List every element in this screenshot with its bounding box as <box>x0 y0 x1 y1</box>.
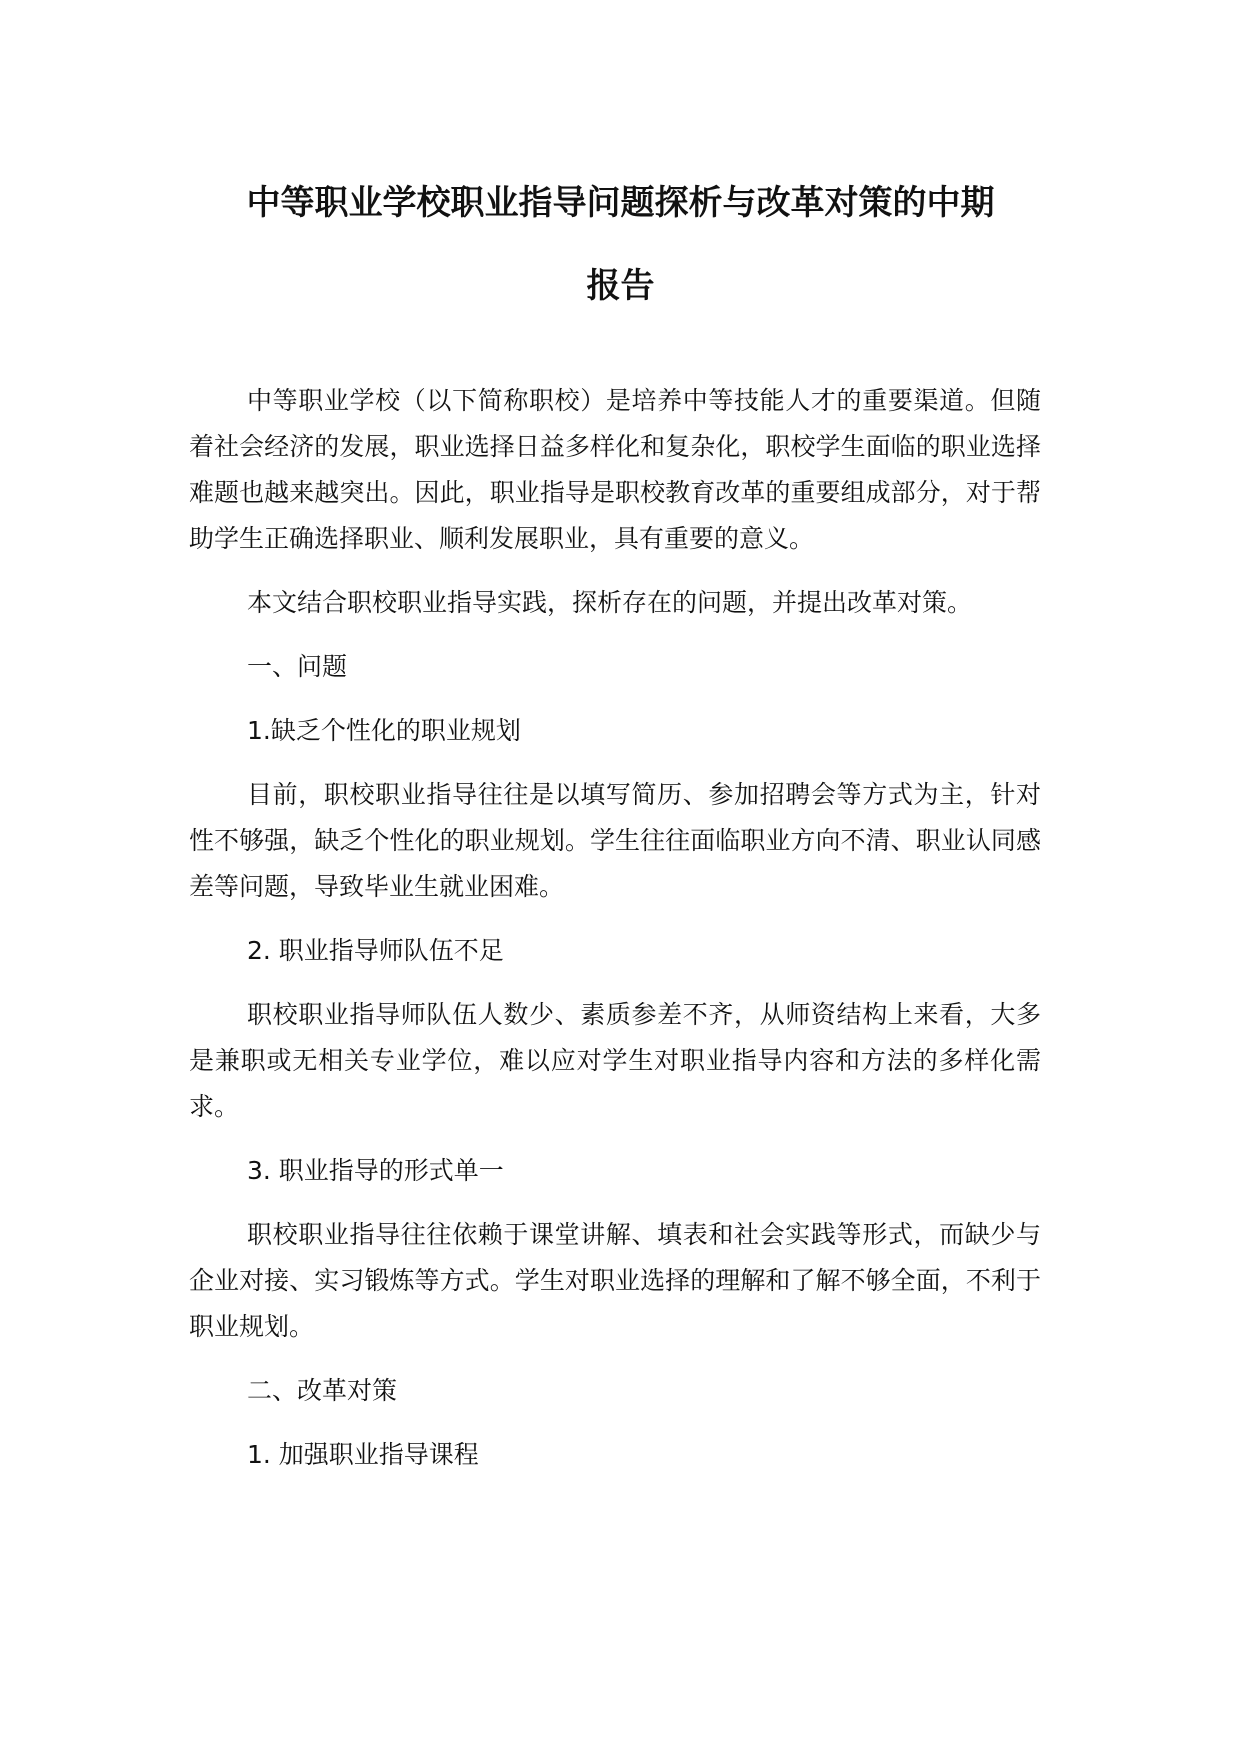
section-heading-reforms: 二、改革对策 <box>247 1376 398 1405</box>
subheading-single-format: 3. 职业指导的形式单一 <box>247 1156 504 1185</box>
paragraph-personalized-planning: 目前，职校职业指导往往是以填写简历、参加招聘会等方式为主，针对性不够强，缺乏个性化的职业规划。学生往往面临职业方向不清、职业认同感差等问题，导致毕业生就业困难。 <box>189 780 1041 901</box>
subheading-personalized-planning: 1.缺乏个性化的职业规划 <box>247 716 521 745</box>
subheading-instructor-shortage: 2. 职业指导师队伍不足 <box>247 936 504 965</box>
paragraph-single-format: 职校职业指导往往依赖于课堂讲解、填表和社会实践等形式，而缺少与企业对接、实习锻炼等方式。学生对职业选择的理解和了解不够全面，不利于职业规划。 <box>189 1220 1041 1341</box>
section-heading-problems: 一、问题 <box>247 652 348 681</box>
subheading-strengthen-courses: 1. 加强职业指导课程 <box>247 1440 479 1469</box>
document-title-line-1: 中等职业学校职业指导问题探析与改革对策的中期 <box>246 183 995 223</box>
document-body <box>189 378 1041 1478</box>
scope-paragraph: 本文结合职校职业指导实践，探析存在的问题，并提出改革对策。 <box>247 588 973 617</box>
document-title-line-2: 报告 <box>586 266 655 306</box>
intro-paragraph: 中等职业学校（以下简称职校）是培养中等技能人才的重要渠道。但随着社会经济的发展，职业选择日益多样化和复杂化，职校学生面临的职业选择难题也越来越突出。因此，职业指导是职校教育改革的重要组成部分，对于帮助学生正确选择职业、顺利发展职业，具有重要的意义。 <box>189 386 1041 553</box>
paragraph-instructor-shortage: 职校职业指导师队伍人数少、素质参差不齐，从师资结构上来看，大多是兼职或无相关专业学位，难以应对学生对职业指导内容和方法的多样化需求。 <box>189 1000 1041 1121</box>
